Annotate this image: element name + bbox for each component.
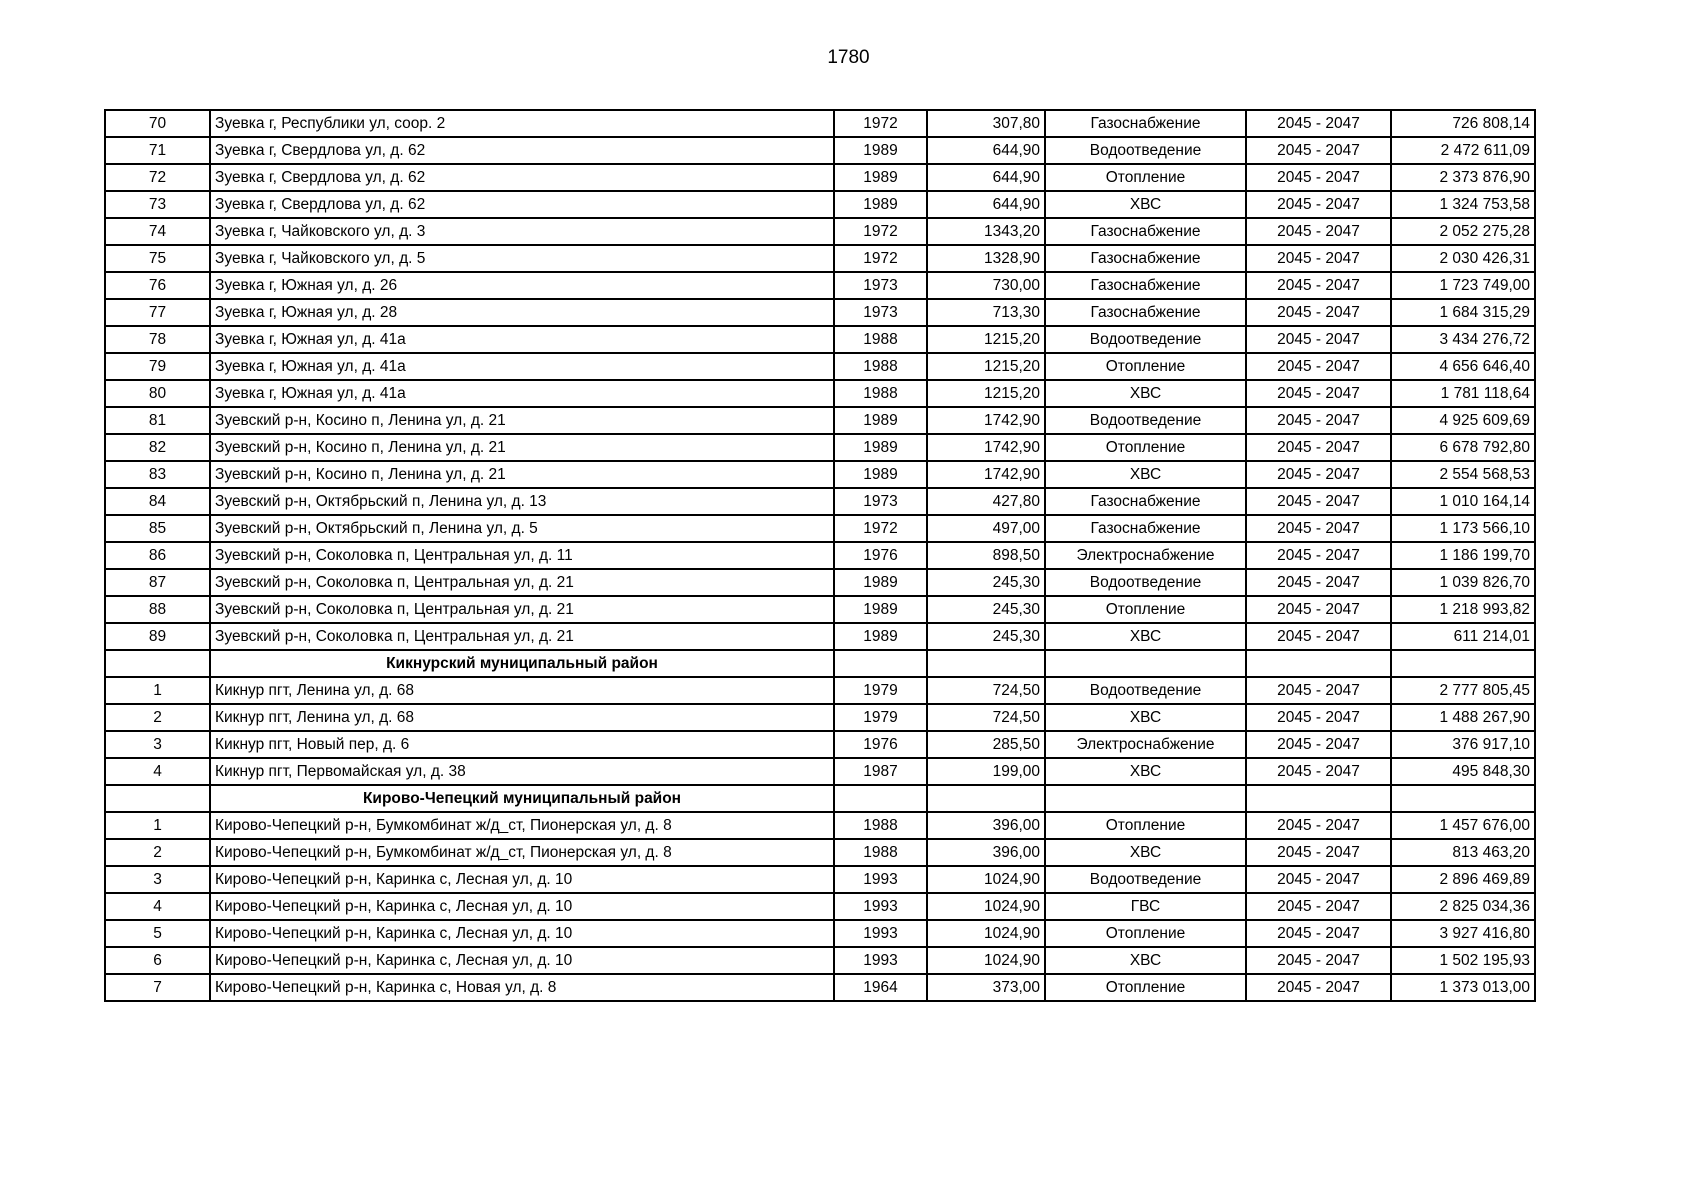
period-cell: 2045 - 2047: [1246, 974, 1391, 1001]
work-type-cell: Газоснабжение: [1045, 218, 1246, 245]
address-cell: Зуевка г, Свердлова ул, д. 62: [210, 191, 834, 218]
period-cell: 2045 - 2047: [1246, 380, 1391, 407]
row-number-cell: 2: [105, 839, 210, 866]
build-year-cell: 1989: [834, 407, 927, 434]
work-type-cell: Водоотведение: [1045, 137, 1246, 164]
build-year-cell: 1988: [834, 380, 927, 407]
area-cell: 1343,20: [927, 218, 1045, 245]
address-cell: Кикнур пгт, Новый пер, д. 6: [210, 731, 834, 758]
row-number-cell: 75: [105, 245, 210, 272]
row-number-cell: 70: [105, 110, 210, 137]
address-cell: Кирово-Чепецкий р-н, Каринка с, Новая ул, д. 8: [210, 974, 834, 1001]
work-type-cell: Газоснабжение: [1045, 110, 1246, 137]
area-cell: 396,00: [927, 839, 1045, 866]
address-cell: Зуевский р-н, Октябрьский п, Ленина ул, д. 5: [210, 515, 834, 542]
area-cell: 1024,90: [927, 947, 1045, 974]
build-year-cell: 1988: [834, 812, 927, 839]
address-cell: Зуевский р-н, Соколовка п, Центральная ул, д. 21: [210, 596, 834, 623]
cost-cell: 1 010 164,14: [1391, 488, 1535, 515]
build-year-cell: [834, 650, 927, 677]
work-type-cell: Электроснабжение: [1045, 731, 1246, 758]
section-title: Кирово-Чепецкий муниципальный район: [210, 785, 834, 812]
cost-cell: 1 186 199,70: [1391, 542, 1535, 569]
build-year-cell: 1972: [834, 218, 927, 245]
period-cell: 2045 - 2047: [1246, 623, 1391, 650]
work-type-cell: ХВС: [1045, 839, 1246, 866]
cost-cell: 2 052 275,28: [1391, 218, 1535, 245]
table-row: [105, 947, 1535, 974]
cost-cell: 1 684 315,29: [1391, 299, 1535, 326]
row-number-cell: 71: [105, 137, 210, 164]
period-cell: 2045 - 2047: [1246, 515, 1391, 542]
table-row: [105, 218, 1535, 245]
area-cell: 307,80: [927, 110, 1045, 137]
area-cell: 644,90: [927, 164, 1045, 191]
period-cell: [1246, 785, 1391, 812]
address-cell: Зуевка г, Республики ул, соор. 2: [210, 110, 834, 137]
cost-cell: 2 030 426,31: [1391, 245, 1535, 272]
work-type-cell: Газоснабжение: [1045, 245, 1246, 272]
cost-cell: 2 777 805,45: [1391, 677, 1535, 704]
cost-cell: 6 678 792,80: [1391, 434, 1535, 461]
work-type-cell: ХВС: [1045, 461, 1246, 488]
address-cell: Зуевка г, Южная ул, д. 28: [210, 299, 834, 326]
work-type-cell: Электроснабжение: [1045, 542, 1246, 569]
period-cell: 2045 - 2047: [1246, 110, 1391, 137]
row-number-cell: 79: [105, 353, 210, 380]
row-number-cell: 2: [105, 704, 210, 731]
work-type-cell: Водоотведение: [1045, 407, 1246, 434]
row-number-cell: 3: [105, 731, 210, 758]
period-cell: 2045 - 2047: [1246, 407, 1391, 434]
table-row: [105, 461, 1535, 488]
build-year-cell: 1989: [834, 596, 927, 623]
period-cell: 2045 - 2047: [1246, 542, 1391, 569]
row-number-cell: 7: [105, 974, 210, 1001]
cost-cell: [1391, 785, 1535, 812]
address-cell: Кирово-Чепецкий р-н, Бумкомбинат ж/д_ст, Пионерская ул, д. 8: [210, 812, 834, 839]
row-number-cell: 3: [105, 866, 210, 893]
cost-cell: [1391, 650, 1535, 677]
address-cell: Зуевка г, Свердлова ул, д. 62: [210, 164, 834, 191]
period-cell: 2045 - 2047: [1246, 812, 1391, 839]
table-row: [105, 380, 1535, 407]
row-number-cell: 4: [105, 893, 210, 920]
cost-cell: 1 457 676,00: [1391, 812, 1535, 839]
period-cell: 2045 - 2047: [1246, 596, 1391, 623]
build-year-cell: 1988: [834, 326, 927, 353]
table-row: [105, 245, 1535, 272]
area-cell: 497,00: [927, 515, 1045, 542]
address-cell: Зуевка г, Южная ул, д. 41а: [210, 326, 834, 353]
area-cell: 724,50: [927, 677, 1045, 704]
table-row: [105, 434, 1535, 461]
cost-cell: 1 218 993,82: [1391, 596, 1535, 623]
area-cell: 1215,20: [927, 326, 1045, 353]
row-number-cell: 77: [105, 299, 210, 326]
row-number-cell: 1: [105, 677, 210, 704]
build-year-cell: [834, 785, 927, 812]
area-cell: 245,30: [927, 623, 1045, 650]
build-year-cell: 1988: [834, 353, 927, 380]
cost-cell: 1 488 267,90: [1391, 704, 1535, 731]
address-cell: Зуевка г, Южная ул, д. 26: [210, 272, 834, 299]
period-cell: 2045 - 2047: [1246, 137, 1391, 164]
cost-cell: 376 917,10: [1391, 731, 1535, 758]
work-type-cell: ХВС: [1045, 758, 1246, 785]
work-type-cell: [1045, 650, 1246, 677]
period-cell: 2045 - 2047: [1246, 272, 1391, 299]
cost-cell: 2 896 469,89: [1391, 866, 1535, 893]
period-cell: 2045 - 2047: [1246, 461, 1391, 488]
period-cell: 2045 - 2047: [1246, 866, 1391, 893]
work-type-cell: Отопление: [1045, 812, 1246, 839]
cost-cell: 3 434 276,72: [1391, 326, 1535, 353]
address-cell: Кикнур пгт, Первомайская ул, д. 38: [210, 758, 834, 785]
row-number-cell: 87: [105, 569, 210, 596]
area-cell: 644,90: [927, 191, 1045, 218]
cost-cell: 1 173 566,10: [1391, 515, 1535, 542]
build-year-cell: 1973: [834, 272, 927, 299]
area-cell: 199,00: [927, 758, 1045, 785]
address-cell: Кикнур пгт, Ленина ул, д. 68: [210, 704, 834, 731]
work-type-cell: Отопление: [1045, 434, 1246, 461]
address-cell: Зуевский р-н, Соколовка п, Центральная ул, д. 11: [210, 542, 834, 569]
table-row: [105, 488, 1535, 515]
row-number-cell: 83: [105, 461, 210, 488]
period-cell: 2045 - 2047: [1246, 353, 1391, 380]
period-cell: 2045 - 2047: [1246, 299, 1391, 326]
address-cell: Зуевка г, Южная ул, д. 41а: [210, 353, 834, 380]
address-cell: Зуевка г, Чайковского ул, д. 3: [210, 218, 834, 245]
address-cell: Зуевский р-н, Соколовка п, Центральная ул, д. 21: [210, 569, 834, 596]
area-cell: 1742,90: [927, 434, 1045, 461]
address-cell: Кирово-Чепецкий р-н, Каринка с, Лесная ул, д. 10: [210, 947, 834, 974]
work-type-cell: Водоотведение: [1045, 866, 1246, 893]
row-number-cell: 84: [105, 488, 210, 515]
period-cell: 2045 - 2047: [1246, 326, 1391, 353]
address-cell: Зуевский р-н, Косино п, Ленина ул, д. 21: [210, 461, 834, 488]
row-number-cell: 74: [105, 218, 210, 245]
build-year-cell: 1964: [834, 974, 927, 1001]
table-row: [105, 866, 1535, 893]
table-row: [105, 110, 1535, 137]
table-row: [105, 164, 1535, 191]
build-year-cell: 1989: [834, 137, 927, 164]
repair-schedule-table: [104, 109, 1536, 1002]
cost-cell: 1 373 013,00: [1391, 974, 1535, 1001]
area-cell: 427,80: [927, 488, 1045, 515]
work-type-cell: Отопление: [1045, 920, 1246, 947]
cost-cell: 2 472 611,09: [1391, 137, 1535, 164]
work-type-cell: Отопление: [1045, 974, 1246, 1001]
address-cell: Кирово-Чепецкий р-н, Каринка с, Лесная ул, д. 10: [210, 920, 834, 947]
period-cell: 2045 - 2047: [1246, 893, 1391, 920]
build-year-cell: 1973: [834, 488, 927, 515]
address-cell: Зуевский р-н, Косино п, Ленина ул, д. 21: [210, 434, 834, 461]
table-row: [105, 407, 1535, 434]
section-header-row: [105, 650, 1535, 677]
section-title: Кикнурский муниципальный район: [210, 650, 834, 677]
address-cell: Зуевка г, Южная ул, д. 41а: [210, 380, 834, 407]
row-number-cell: 89: [105, 623, 210, 650]
area-cell: [927, 785, 1045, 812]
area-cell: 1742,90: [927, 407, 1045, 434]
build-year-cell: 1988: [834, 839, 927, 866]
address-cell: Зуевский р-н, Октябрьский п, Ленина ул, д. 13: [210, 488, 834, 515]
work-type-cell: Газоснабжение: [1045, 299, 1246, 326]
work-type-cell: [1045, 785, 1246, 812]
area-cell: 644,90: [927, 137, 1045, 164]
row-number-cell: 5: [105, 920, 210, 947]
work-type-cell: Газоснабжение: [1045, 488, 1246, 515]
area-cell: 898,50: [927, 542, 1045, 569]
work-type-cell: ХВС: [1045, 191, 1246, 218]
cost-cell: 4 925 609,69: [1391, 407, 1535, 434]
area-cell: [927, 650, 1045, 677]
period-cell: 2045 - 2047: [1246, 218, 1391, 245]
cost-cell: 611 214,01: [1391, 623, 1535, 650]
table-row: [105, 893, 1535, 920]
row-number-cell: [105, 650, 210, 677]
period-cell: 2045 - 2047: [1246, 947, 1391, 974]
build-year-cell: 1989: [834, 164, 927, 191]
row-number-cell: 86: [105, 542, 210, 569]
table-row: [105, 353, 1535, 380]
work-type-cell: Водоотведение: [1045, 326, 1246, 353]
cost-cell: 726 808,14: [1391, 110, 1535, 137]
work-type-cell: Газоснабжение: [1045, 272, 1246, 299]
row-number-cell: 1: [105, 812, 210, 839]
area-cell: 1024,90: [927, 893, 1045, 920]
period-cell: 2045 - 2047: [1246, 920, 1391, 947]
work-type-cell: Отопление: [1045, 164, 1246, 191]
area-cell: 1024,90: [927, 920, 1045, 947]
work-type-cell: ГВС: [1045, 893, 1246, 920]
area-cell: 1215,20: [927, 380, 1045, 407]
period-cell: 2045 - 2047: [1246, 704, 1391, 731]
build-year-cell: 1972: [834, 110, 927, 137]
table-row: [105, 758, 1535, 785]
area-cell: 373,00: [927, 974, 1045, 1001]
page-number: 1780: [827, 47, 870, 68]
cost-cell: 1 324 753,58: [1391, 191, 1535, 218]
cost-cell: 1 502 195,93: [1391, 947, 1535, 974]
work-type-cell: Водоотведение: [1045, 677, 1246, 704]
work-type-cell: Отопление: [1045, 596, 1246, 623]
build-year-cell: 1993: [834, 893, 927, 920]
table-row: [105, 920, 1535, 947]
table-row: [105, 623, 1535, 650]
work-type-cell: Водоотведение: [1045, 569, 1246, 596]
period-cell: 2045 - 2047: [1246, 569, 1391, 596]
address-cell: Зуевка г, Свердлова ул, д. 62: [210, 137, 834, 164]
build-year-cell: 1976: [834, 731, 927, 758]
period-cell: 2045 - 2047: [1246, 677, 1391, 704]
work-type-cell: Газоснабжение: [1045, 515, 1246, 542]
table-row: [105, 299, 1535, 326]
build-year-cell: 1972: [834, 245, 927, 272]
table-row: [105, 569, 1535, 596]
table-row: [105, 974, 1535, 1001]
work-type-cell: ХВС: [1045, 623, 1246, 650]
table-row: [105, 596, 1535, 623]
table-body: [105, 110, 1535, 1001]
period-cell: 2045 - 2047: [1246, 731, 1391, 758]
table-row: [105, 272, 1535, 299]
address-cell: Кирово-Чепецкий р-н, Бумкомбинат ж/д_ст, Пионерская ул, д. 8: [210, 839, 834, 866]
table-row: [105, 191, 1535, 218]
area-cell: 713,30: [927, 299, 1045, 326]
cost-cell: 495 848,30: [1391, 758, 1535, 785]
cost-cell: 4 656 646,40: [1391, 353, 1535, 380]
row-number-cell: 82: [105, 434, 210, 461]
cost-cell: 1 781 118,64: [1391, 380, 1535, 407]
area-cell: 724,50: [927, 704, 1045, 731]
build-year-cell: 1993: [834, 866, 927, 893]
period-cell: 2045 - 2047: [1246, 191, 1391, 218]
period-cell: [1246, 650, 1391, 677]
area-cell: 1742,90: [927, 461, 1045, 488]
period-cell: 2045 - 2047: [1246, 245, 1391, 272]
cost-cell: 1 723 749,00: [1391, 272, 1535, 299]
row-number-cell: 85: [105, 515, 210, 542]
area-cell: 1024,90: [927, 866, 1045, 893]
row-number-cell: 6: [105, 947, 210, 974]
address-cell: Кикнур пгт, Ленина ул, д. 68: [210, 677, 834, 704]
section-header-row: [105, 785, 1535, 812]
build-year-cell: 1973: [834, 299, 927, 326]
cost-cell: 1 039 826,70: [1391, 569, 1535, 596]
period-cell: 2045 - 2047: [1246, 164, 1391, 191]
build-year-cell: 1989: [834, 434, 927, 461]
build-year-cell: 1979: [834, 677, 927, 704]
table-row: [105, 677, 1535, 704]
area-cell: 1215,20: [927, 353, 1045, 380]
table-row: [105, 137, 1535, 164]
build-year-cell: 1993: [834, 947, 927, 974]
area-cell: 245,30: [927, 596, 1045, 623]
cost-cell: 813 463,20: [1391, 839, 1535, 866]
address-cell: Кирово-Чепецкий р-н, Каринка с, Лесная ул, д. 10: [210, 893, 834, 920]
build-year-cell: 1987: [834, 758, 927, 785]
address-cell: Зуевка г, Чайковского ул, д. 5: [210, 245, 834, 272]
work-type-cell: ХВС: [1045, 380, 1246, 407]
build-year-cell: 1979: [834, 704, 927, 731]
table-row: [105, 704, 1535, 731]
table-row: [105, 839, 1535, 866]
period-cell: 2045 - 2047: [1246, 434, 1391, 461]
area-cell: 1328,90: [927, 245, 1045, 272]
period-cell: 2045 - 2047: [1246, 839, 1391, 866]
build-year-cell: 1993: [834, 920, 927, 947]
cost-cell: 2 825 034,36: [1391, 893, 1535, 920]
table-row: [105, 731, 1535, 758]
build-year-cell: 1972: [834, 515, 927, 542]
row-number-cell: 72: [105, 164, 210, 191]
row-number-cell: 76: [105, 272, 210, 299]
work-type-cell: Отопление: [1045, 353, 1246, 380]
period-cell: 2045 - 2047: [1246, 758, 1391, 785]
row-number-cell: 4: [105, 758, 210, 785]
table-row: [105, 326, 1535, 353]
cost-cell: 3 927 416,80: [1391, 920, 1535, 947]
work-type-cell: ХВС: [1045, 704, 1246, 731]
address-cell: Кирово-Чепецкий р-н, Каринка с, Лесная ул, д. 10: [210, 866, 834, 893]
table-row: [105, 542, 1535, 569]
build-year-cell: 1989: [834, 461, 927, 488]
build-year-cell: 1989: [834, 623, 927, 650]
table-row: [105, 515, 1535, 542]
address-cell: Зуевский р-н, Косино п, Ленина ул, д. 21: [210, 407, 834, 434]
table-row: [105, 812, 1535, 839]
row-number-cell: 81: [105, 407, 210, 434]
area-cell: 245,30: [927, 569, 1045, 596]
row-number-cell: 78: [105, 326, 210, 353]
row-number-cell: 88: [105, 596, 210, 623]
period-cell: 2045 - 2047: [1246, 488, 1391, 515]
row-number-cell: 73: [105, 191, 210, 218]
area-cell: 396,00: [927, 812, 1045, 839]
cost-cell: 2 554 568,53: [1391, 461, 1535, 488]
build-year-cell: 1989: [834, 569, 927, 596]
address-cell: Зуевский р-н, Соколовка п, Центральная ул, д. 21: [210, 623, 834, 650]
row-number-cell: [105, 785, 210, 812]
build-year-cell: 1989: [834, 191, 927, 218]
work-type-cell: ХВС: [1045, 947, 1246, 974]
area-cell: 730,00: [927, 272, 1045, 299]
build-year-cell: 1976: [834, 542, 927, 569]
area-cell: 285,50: [927, 731, 1045, 758]
row-number-cell: 80: [105, 380, 210, 407]
cost-cell: 2 373 876,90: [1391, 164, 1535, 191]
